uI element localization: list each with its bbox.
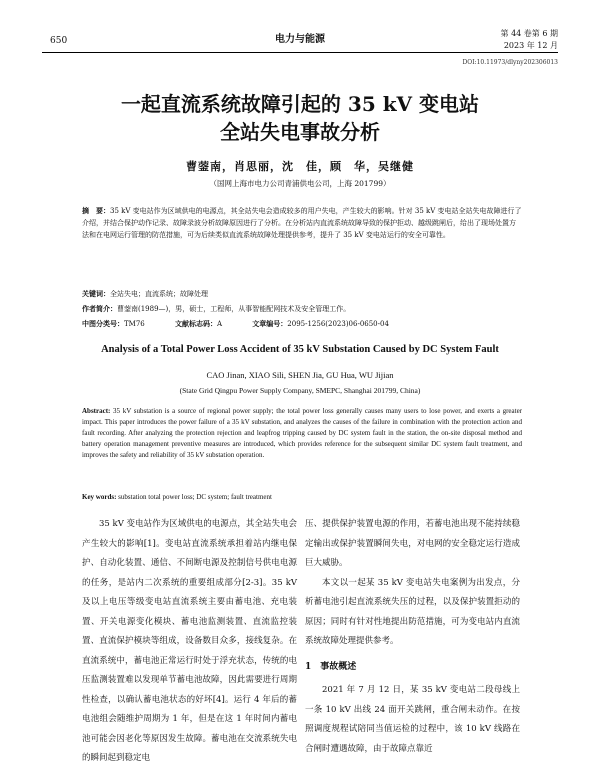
authors-en: CAO Jinan, XIAO Sili, SHEN Jia, GU Hua, WU Jijian <box>206 370 394 380</box>
doc-code: 文献标志码：A <box>174 319 223 328</box>
keywords-cn <box>82 289 522 299</box>
intro-continuation: 压、提供保护装置电源的作用，若蓄电池出现不能持续稳定输出或保护装置瞬间失电，对电网的安全稳定运行造成巨大威胁。 <box>305 519 520 568</box>
abstract-cn-text: 35 kV 变电站作为区域供电的电源点，其全站失电会造成较多的用户失电，产生较大的影响。针对 35 kV 变电站全站失电故障进行了介绍，并结合保护动作记录、故障录波分析故障原因进行了分析。在分析站内直流系统故障导致的保护拒动、越级跳闸后，给出了现场处置方法和在电网运行管理的防范措施，可为后续类似直流系统故障处理提供参考，提升了 35 kV 变电站运行的安全可靠性。 <box>82 207 522 239</box>
keywords-en <box>82 493 522 501</box>
intro-paragraph-2: 本文以一起某 35 kV 变电站失电案例为出发点，分析蓄电池引起直流系统失压的过程，以及保护装置拒动的原因；同时有针对性地提出防范措施，可为变电站内直流系统故障处理提供参考。 <box>305 577 520 646</box>
title-cn-line1: 一起直流系统故障引起的 35 kV 变电站 <box>120 92 480 116</box>
affiliation-en: (State Grid Qingpu Power Supply Company, SMEPC, Shanghai 201799, China) <box>179 386 421 395</box>
abstract-cn-label: 摘 要： <box>82 206 110 215</box>
abstract-en-label: Abstract: <box>82 407 111 415</box>
section-1-paragraph: 2021 年 7 月 12 日，某 35 kV 变电站二段母线上一条 10 kV 出线 24 面开关跳闸，重合闸未动作。在按照调度规程试陪同当值运检的过程中，该 10 kV 线路在合闸时遭遇故障，由于故障点靠近 <box>305 685 520 754</box>
journal-name: 电力与能源 <box>275 34 325 45</box>
title-cn-line2: 全站失电事故分析 <box>220 120 380 144</box>
volume-issue: 第 44 卷第 6 期 <box>500 29 558 38</box>
body-right-column <box>305 515 520 759</box>
abstract-en-text: 35 kV substation is a source of regional power supply; the total power loss generally causes many users to lose power, and exerts a greater impact. This paper introduces the power failure of a 35 kV substation, and analyzes the causes of the failure in combination with the protection action and fault recording. After analyzing the protection rejection and leapfrog tripping caused by DC system fault in the station, the on-site disposal method and battery operation management preventive measures are introduced, which provides reference for the subsequent similar DC system fault treatment, and improves the safety and reliability of 35 kV substation operation. <box>82 407 523 459</box>
clc-number: 中图分类号：TM76 <box>82 319 145 328</box>
page-number: 650 <box>50 36 68 46</box>
section-1-heading: 1 事故概述 <box>305 661 357 672</box>
author-bio-text: 曹蓥南(1989—)，男，硕士，工程师，从事智能配网技术及安全管理工作。 <box>117 305 351 313</box>
header-rule <box>42 52 558 53</box>
title-cn <box>0 90 600 146</box>
keywords-en-label: Key words: <box>82 493 117 501</box>
article-number: 文章编号：2095-1256(2023)06-0650-04 <box>252 319 389 328</box>
keywords-en-text: substation total power loss; DC system; fault treatment <box>118 493 272 501</box>
classification-info <box>82 319 522 329</box>
abstract-en <box>82 406 522 461</box>
author-bio <box>82 304 522 314</box>
author-bio-label: 作者简介： <box>82 304 117 313</box>
abstract-cn <box>82 205 522 241</box>
issue-date: 2023 年 12 月 <box>503 41 558 50</box>
keywords-cn-label: 关键词： <box>82 289 110 298</box>
authors-cn: 曹蓥南，肖思丽，沈 佳，顾 华，吴继健 <box>186 160 414 173</box>
title-en: Analysis of a Total Power Loss Accident of 35 kV Substation Caused by DC System Fault <box>101 344 499 355</box>
intro-paragraph: 35 kV 变电站作为区域供电的电源点，其全站失电会产生较大的影响[1]。变电站直流系统承担着站内继电保护、自动化装置、通信、不间断电源及控制信号供电电源的任务，是站内二次系统的重要组成部分[2-3]。35 kV 及以上电压等级变电站直流系统主要由蓄电池、充电装置、开关电源变化模块、蓄电池监测装置、直流监控装置、直流保护模块等组成，设备数目众多，接线复杂。在直流系统中，蓄电池正常运行时处于浮充状态，传统的电压监测装置难以发现单节蓄电池故障，因此需要进行周期性检查，以确认蓄电池状态的好坏[4]。运行 4 年后的蓄电池组会随维护周期为 1 年，但是在这 1 年时间内蓄电池可能会因老化等原因发生故障。蓄电池在交流系统失电的瞬间起到稳定电 <box>82 519 297 763</box>
keywords-cn-text: 全站失电；直流系统；故障处理 <box>110 290 208 298</box>
body-left-column <box>82 515 297 769</box>
issue-info <box>501 28 558 52</box>
doi[interactable]: DOI:10.11973/dlyny202306013 <box>462 59 558 66</box>
affiliation-cn: （国网上海市电力公司青浦供电公司，上海 201799） <box>209 179 391 188</box>
